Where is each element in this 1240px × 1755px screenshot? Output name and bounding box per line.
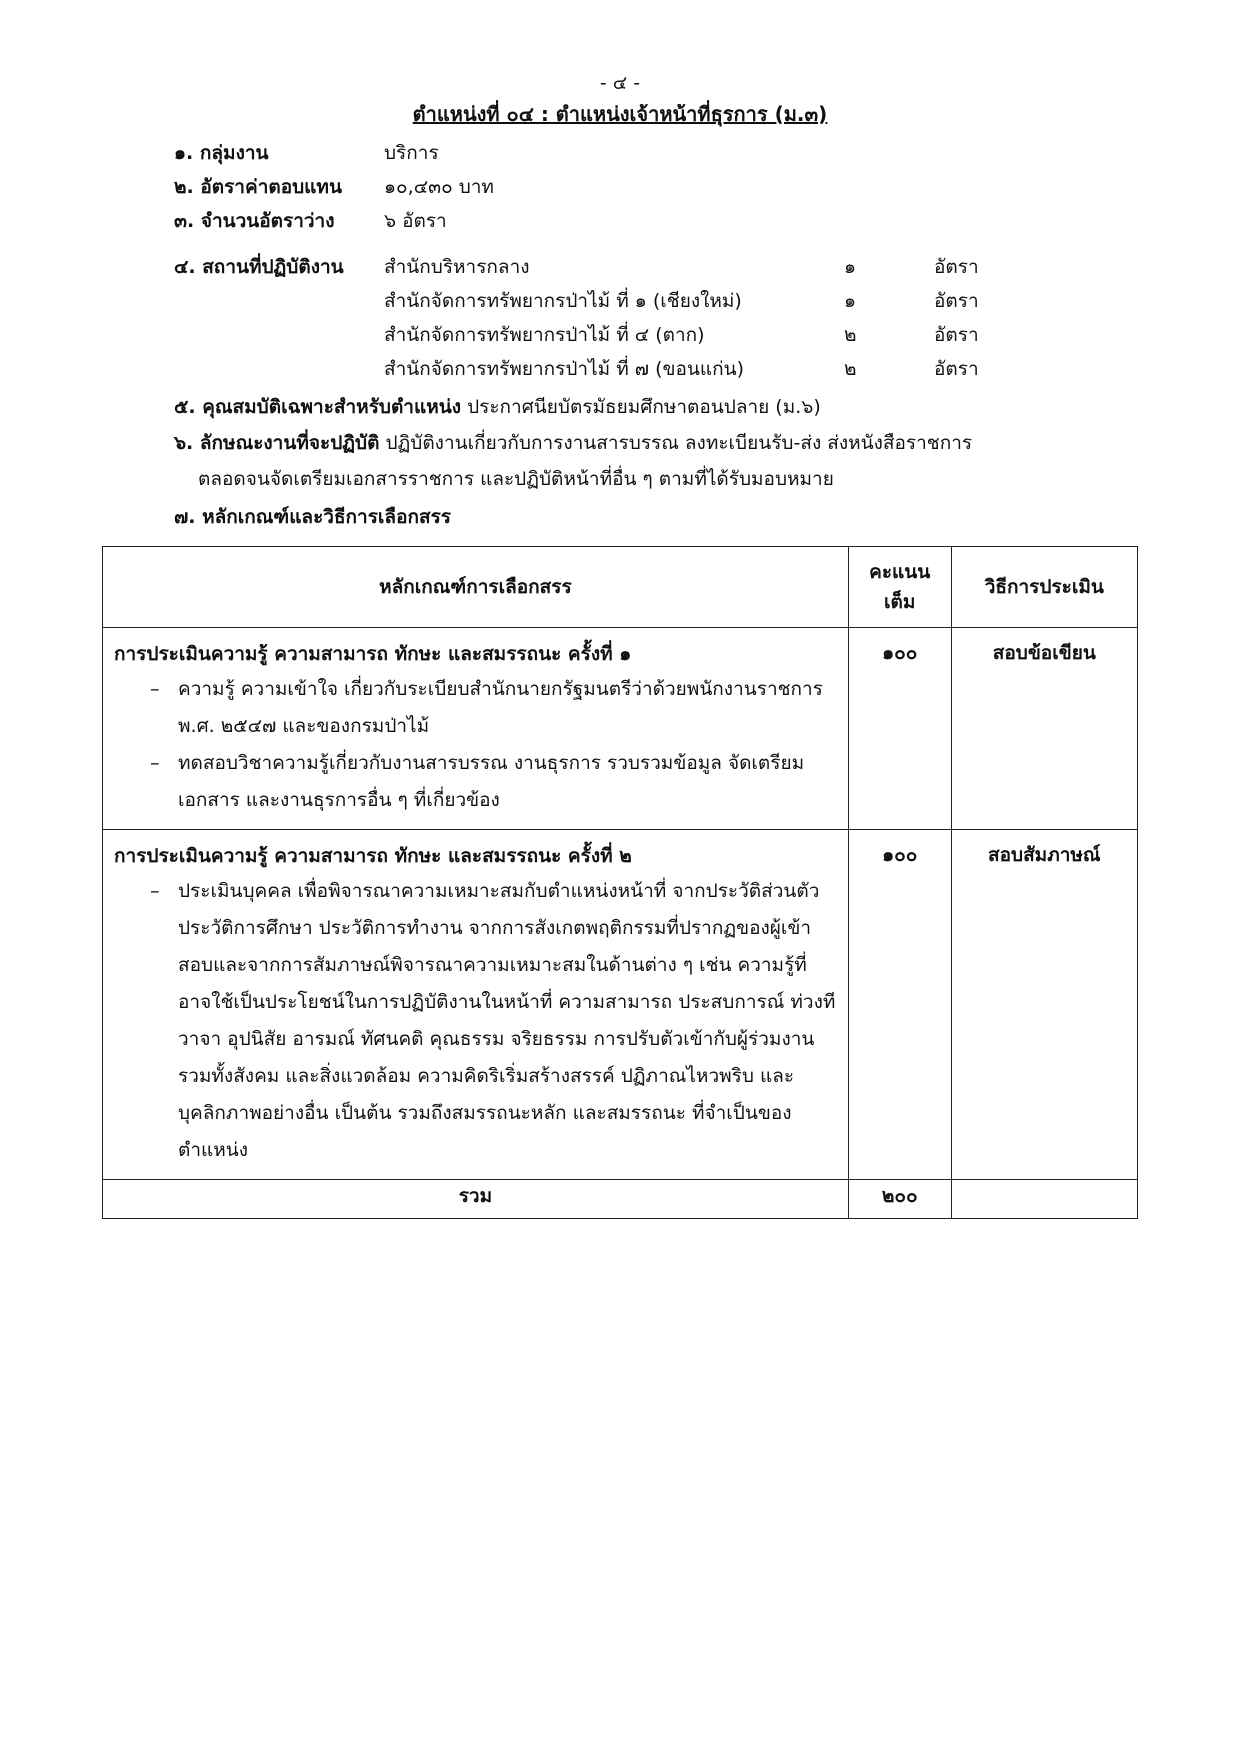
header-score-line1: คะแนน [869, 561, 931, 583]
workplace-label: ๔. สถานที่ปฏิบัติงาน [174, 256, 344, 278]
criteria-cell [103, 830, 849, 1180]
score-cell: ๑๐๐ [848, 628, 951, 830]
info-value: บริการ [384, 142, 439, 164]
list-item: – ประเมินบุคคล เพื่อพิจารณาความเหมาะสมกับตำแหน่งหน้าที่ จากประวัติส่วนตัว ประวัติการศึกษา ประวัติการทำงาน จากการสังเกตพฤติกรรมที่ปรากฏของผู้เข้าสอบและจากการสัมภาษณ์พิจารณาความเหมาะสมในด้านต่าง ๆ เช่น ความรู้ที่อาจใช้เป็นประโยชน์ในการปฏิบัติงานในหน้าที่ ความสามารถ ประสบการณ์ ท่วงทีวาจา อุปนิสัย อารมณ์ ทัศนคติ คุณธรรม จริยธรรม การปรับตัวเข้ากับผู้ร่วมงาน รวมทั้งสังคม และสิ่งแวดล้อม ความคิดริเริ่มสร้างสรรค์ ปฏิภาณไหวพริบ และบุคลิกภาพอย่างอื่น เป็นต้น รวมถึงสมรรถนะหลัก และสมรรถนะ ที่จำเป็นของตำแหน่ง [104, 873, 847, 1169]
workplace-row [174, 318, 979, 352]
workplace-count-word: อัตรา [934, 256, 979, 278]
criteria-heading: ๗. หลักเกณฑ์และวิธีการเลือกสรร [174, 506, 451, 528]
total-method-empty [951, 1180, 1137, 1219]
page-number: - ๔ - [599, 72, 641, 94]
dash-icon: – [150, 752, 160, 774]
list-item: – ทดสอบวิชาความรู้เกี่ยวกับงานสารบรรณ งานธุรการ รวบรวมข้อมูล จัดเตรียมเอกสาร และงานธุรการอื่น ๆ ที่เกี่ยวข้อง [104, 745, 847, 819]
selection-criteria-table [102, 546, 1138, 1219]
method-cell: สอบข้อเขียน [951, 628, 1137, 830]
duties-line-2: ตลอดจนจัดเตรียมเอกสารราชการ และปฏิบัติหน้าที่อื่น ๆ ตามที่ได้รับมอบหมาย [198, 468, 834, 490]
qualification-value: ประกาศนียบัตรมัธยมศึกษาตอนปลาย (ม.๖) [467, 396, 821, 418]
total-score: ๒๐๐ [848, 1180, 951, 1219]
qualification-label: ๕. คุณสมบัติเฉพาะสำหรับตำแหน่ง [174, 396, 462, 418]
info-label: ๓. จำนวนอัตราว่าง [174, 210, 335, 232]
total-label: รวม [103, 1180, 849, 1219]
workplace-count-word: อัตรา [934, 324, 979, 346]
position-info [174, 136, 1124, 238]
table-header-row [103, 547, 1138, 628]
duties-label: ๖. ลักษณะงานที่จะปฏิบัติ [174, 432, 380, 454]
workplace-count: ๑ [844, 290, 857, 312]
list-item: – ความรู้ ความเข้าใจ เกี่ยวกับระเบียบสำนักนายกรัฐมนตรีว่าด้วยพนักงานราชการ พ.ศ. ๒๕๔๗ และของกรมป่าไม้ [104, 671, 847, 745]
info-value: ๑๐,๔๓๐ บาท [384, 176, 494, 198]
total-row [103, 1180, 1138, 1219]
header-full-score [848, 547, 951, 628]
criteria-heading-1: การประเมินความรู้ ความสามารถ ทักษะ และสมรรถนะ ครั้งที่ ๑ [114, 643, 632, 665]
workplace-count-word: อัตรา [934, 290, 979, 312]
table-row [103, 628, 1138, 830]
info-label: ๒. อัตราค่าตอบแทน [174, 176, 342, 198]
qualification-line [174, 392, 821, 422]
workplace-count: ๒ [844, 358, 857, 380]
duties-text: ปฏิบัติงานเกี่ยวกับการงานสารบรรณ ลงทะเบียนรับ-ส่ง ส่งหนังสือราชการ [385, 432, 973, 454]
duties-line [174, 428, 972, 458]
workplace-row [174, 250, 979, 284]
header-score-line2: เต็ม [884, 591, 916, 613]
info-row-vacancies [174, 204, 1124, 238]
workplace-list [174, 250, 979, 386]
page-title: ตำแหน่งที่ ๐๔ : ตำแหน่งเจ้าหน้าที่ธุรการ (ม.๓) [412, 102, 828, 126]
workplace-unit: สำนักจัดการทรัพยากรป่าไม้ ที่ ๔ (ตาก) [384, 324, 705, 346]
workplace-count-word: อัตรา [934, 358, 979, 380]
header-method: วิธีการประเมิน [951, 547, 1137, 628]
info-row-salary [174, 170, 1124, 204]
workplace-count: ๒ [844, 324, 857, 346]
workplace-unit: สำนักจัดการทรัพยากรป่าไม้ ที่ ๗ (ขอนแก่น) [384, 358, 745, 380]
workplace-unit: สำนักจัดการทรัพยากรป่าไม้ ที่ ๑ (เชียงใหม่) [384, 290, 742, 312]
criteria-cell [103, 628, 849, 830]
header-criteria: หลักเกณฑ์การเลือกสรร [103, 547, 849, 628]
workplace-row [174, 352, 979, 386]
workplace-count: ๑ [844, 256, 857, 278]
method-cell: สอบสัมภาษณ์ [951, 830, 1137, 1180]
table-row [103, 830, 1138, 1180]
info-label: ๑. กลุ่มงาน [174, 142, 269, 164]
score-cell: ๑๐๐ [848, 830, 951, 1180]
dash-icon: – [150, 880, 160, 902]
workplace-unit: สำนักบริหารกลาง [384, 256, 530, 278]
info-value: ๖ อัตรา [384, 210, 447, 232]
dash-icon: – [150, 678, 160, 700]
criteria-heading-2: การประเมินความรู้ ความสามารถ ทักษะ และสมรรถนะ ครั้งที่ ๒ [114, 845, 632, 867]
workplace-row [174, 284, 979, 318]
info-row-work-group [174, 136, 1124, 170]
